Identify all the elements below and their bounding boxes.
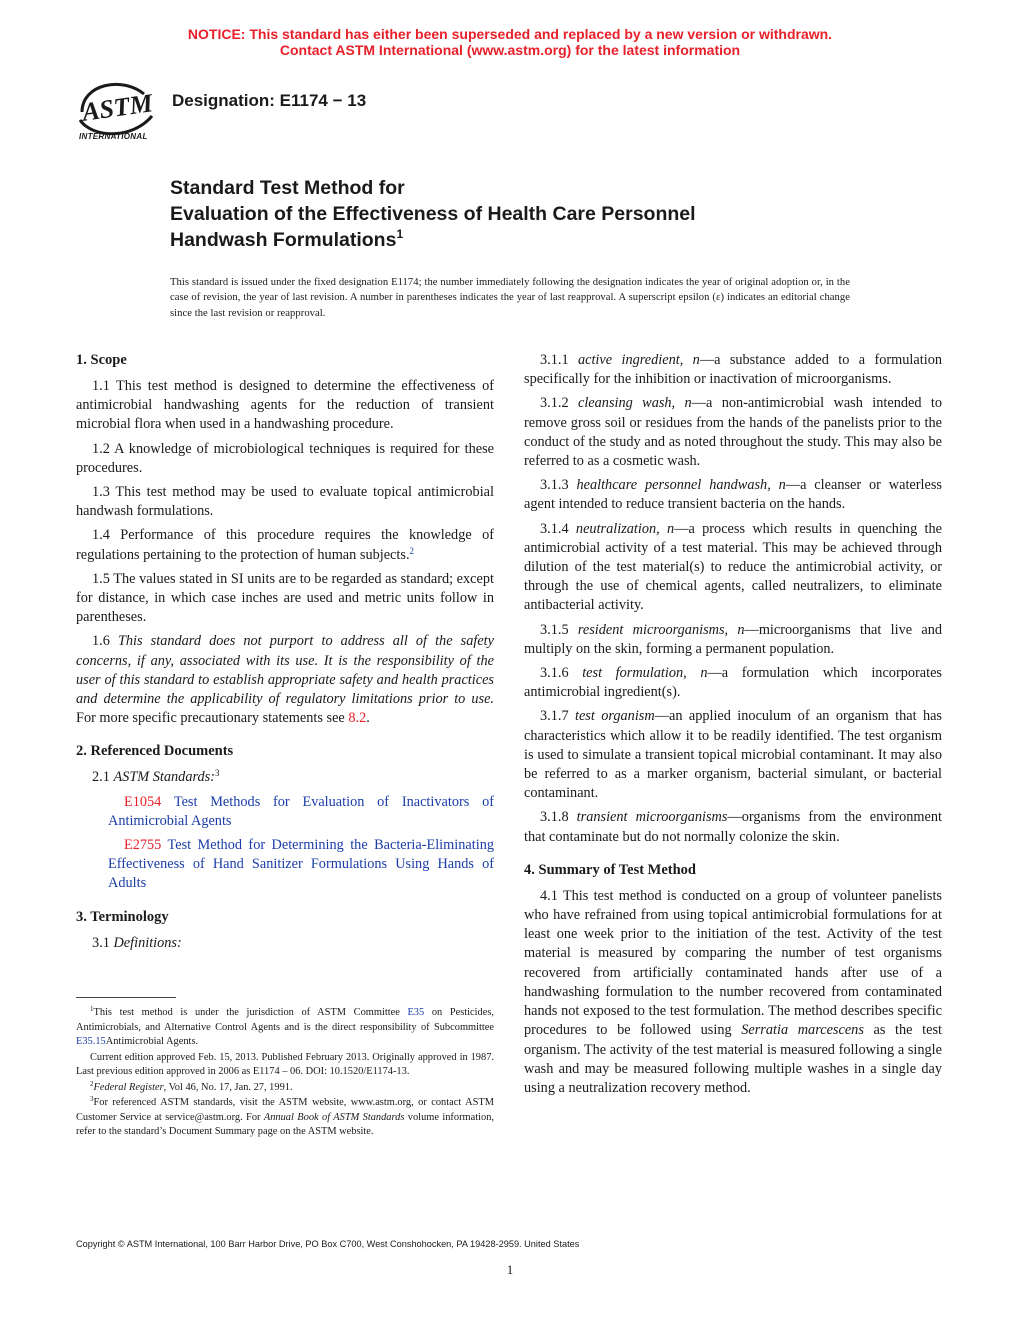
definition-term: test formulation, n xyxy=(582,665,708,682)
footnote-3-ref[interactable]: 3 xyxy=(215,768,220,779)
footnote-3-b: volume information, refer to the standard’s Document Summary page on the ASTM website. xyxy=(76,1111,494,1137)
footnote-1-a: This test method is under the jurisdiction of ASTM Committee xyxy=(93,1007,408,1018)
right-column xyxy=(524,351,942,1103)
copyright-line: Copyright © ASTM International, 100 Barr Harbor Drive, PO Box C700, West Conshohocken, PA 19428-2959. United States xyxy=(76,1239,580,1249)
scope-1-6-rest: For more specific precautionary statements see xyxy=(76,710,349,727)
definition-3-1-2 xyxy=(524,394,942,471)
scope-heading: 1. Scope xyxy=(76,352,127,368)
title-line-3-text: Handwash Formulations xyxy=(170,229,397,251)
definition-term: resident microorganisms, n xyxy=(577,621,745,638)
notice-line-2: Contact ASTM International (www.astm.org) for the latest information xyxy=(279,42,741,58)
definition-3-1-4 xyxy=(524,520,942,616)
reference-e2755 xyxy=(76,836,494,894)
footnote-3-a: For referenced ASTM standards, visit the ASTM website, www.astm.org, or contact ASTM Customer Service at service@astm.org. For xyxy=(76,1097,494,1123)
refdocs-heading: 2. Referenced Documents xyxy=(76,743,234,760)
definition-num: 3.1.2 xyxy=(540,395,578,412)
reference-e2755-code[interactable]: E2755 xyxy=(124,837,162,854)
title-footnote-ref[interactable]: 1 xyxy=(396,227,404,241)
footnote-3-mark: 3 xyxy=(90,1095,94,1103)
scope-1-6 xyxy=(76,632,494,728)
definition-term: cleansing wash, n xyxy=(577,395,692,412)
footnote-3-italic: Annual Book of ASTM Standards xyxy=(263,1111,405,1123)
designation: Designation: E1174 − 13 xyxy=(172,91,367,110)
scope-1-2: 1.2 A knowledge of microbiological techniques is required for these procedures. xyxy=(76,440,494,476)
scope-1-5: 1.5 The values stated in SI units are to be regarded as standard; except for distance, in which case inches are used and metric units follow in parentheses. xyxy=(76,570,494,626)
definition-3-1-3 xyxy=(524,476,942,514)
footnote-1-edition: Current edition approved Feb. 15, 2013. Published February 2013. Originally approved in 1987. Last previous edition approved in 2006 as E1174 – 06. DOI: 10.1520/E1174-13. xyxy=(76,1051,494,1077)
definition-num: 3.1.4 xyxy=(540,520,576,537)
definition-text: —a substance added to a formulation specifically for the inhibition or inactivation of microorganisms. xyxy=(524,352,942,388)
refdocs-2-1-num: 2.1 xyxy=(92,769,114,786)
footnote-2-ref[interactable]: 2 xyxy=(409,545,415,556)
definition-text: —a formulation which incorporates antimicrobial ingredient(s). xyxy=(524,665,942,701)
summary-heading: 4. Summary of Test Method xyxy=(524,861,696,878)
terminology-3-1-italic: Definitions: xyxy=(113,934,182,951)
terminology-heading: 3. Terminology xyxy=(76,908,169,925)
scope-1-6-italic: This standard does not purport to address all of the safety concerns, if any, associated with its use. It is the responsibility of the user of this standard to establish appropriate safety and health practices and determine the applicability of regulatory limitations prior to use. xyxy=(76,633,494,708)
scope-1-4-text: 1.4 Performance of this procedure requires the knowledge of regulations pertaining to the protection of human subjects. xyxy=(76,527,494,563)
section-8-2-link[interactable]: 8.2 xyxy=(348,710,367,727)
definition-3-1-5 xyxy=(524,621,942,659)
scope-1-3: 1.3 This test method may be used to evaluate topical antimicrobial handwash formulations. xyxy=(76,484,494,520)
scope-1-4 xyxy=(76,526,494,564)
page-number: 1 xyxy=(506,1262,514,1277)
summary-4-1-b: as the test organism. The activity of the test material is measured following a single wash and may be measured following multiple washes in a single day using a neutralization recovery method. xyxy=(524,1022,942,1096)
subcommittee-e35-15-link[interactable]: E35.15 xyxy=(76,1036,106,1047)
footnotes xyxy=(76,1006,494,1141)
refdocs-2-1 xyxy=(76,768,494,787)
title-line-3 xyxy=(170,227,930,253)
title-line-2: Evaluation of the Effectiveness of Health Care Personnel xyxy=(170,203,696,225)
left-column xyxy=(76,351,494,958)
definition-3-1-1 xyxy=(524,351,942,389)
definition-text: —a process which results in quenching the antimicrobial activity of a test material. This may be achieved through dilution of the test material(s) to reduce the antimicrobial activity, or through the use of chemical agents, called neutralizers, to eliminate antibacterial activity. xyxy=(524,520,943,614)
summary-4-1 xyxy=(524,887,942,1098)
definition-num: 3.1.6 xyxy=(540,665,583,682)
footnote-1-mark: 1 xyxy=(90,1005,94,1013)
footnote-2-italic: Federal Register xyxy=(93,1081,164,1093)
definition-text: —a non-antimicrobial wash intended to remove gross soil or residues from the hands of the panelists prior to the conduct of the study and as noted throughout the study. This may also be referred to as a cosmetic wash. xyxy=(524,395,943,470)
summary-4-1-organism: Serratia marcescens xyxy=(741,1022,864,1039)
terminology-3-1-num: 3.1 xyxy=(92,934,114,951)
footnote-1-b: on Pesticides, Antimicrobials, and Alternative Control Agents and is the direct responsibility of Subcommittee xyxy=(76,1007,494,1033)
reference-e2755-title[interactable]: Test Method for Determining the Bacteria-Eliminating Effectiveness of Hand Sanitizer Formulations Using Hands of Adults xyxy=(108,837,494,892)
scope-1-1: 1.1 This test method is designed to determine the effectiveness of antimicrobial handwashing agents for the reduction of transient microbial flora when used in a handwashing procedure. xyxy=(76,378,494,433)
definition-3-1-6 xyxy=(524,664,942,702)
definition-term: healthcare personnel handwash, n xyxy=(576,477,786,494)
refdocs-2-1-italic: ASTM Standards: xyxy=(113,769,215,786)
definition-3-1-7 xyxy=(524,707,942,803)
reference-e1054-code[interactable]: E1054 xyxy=(124,793,162,810)
committee-e35-link[interactable]: E35 xyxy=(407,1007,425,1018)
definition-term: neutralization, n xyxy=(575,520,675,537)
supersede-notice xyxy=(0,26,1020,58)
issuance-statement: This standard is issued under the fixed designation E1174; the number immediately following the designation indicates the year of original adoption or, in the case of revision, the year of last revision. A number in parentheses indicates the year of last reapproval. A superscript epsilon (ε) indicates an editorial change since the last revision or reapproval. xyxy=(170,277,850,319)
notice-line-1: NOTICE: This standard has either been superseded and replaced by a new version or withdrawn. xyxy=(187,26,833,42)
definition-text: —organisms from the environment that contaminate but do not normally colonize the skin. xyxy=(524,809,942,845)
footnote-2 xyxy=(76,1081,494,1096)
reference-e1054 xyxy=(76,793,494,831)
definition-text: —microorganisms that live and multiply on the skin, forming a permanent population. xyxy=(524,621,942,657)
definition-text: —an applied inoculum of an organism that has characteristics which allow it to be readily identified. The test organism is used to simulate a transient topical microbial contaminant. It may also be referred to as a marker organism, bacterial simulant, or bacterial contaminant. xyxy=(524,708,942,802)
reference-e1054-title[interactable]: Test Methods for Evaluation of Inactivators of Antimicrobial Agents xyxy=(108,793,494,829)
document-title xyxy=(170,175,930,253)
logo-international-text: INTERNATIONAL xyxy=(79,132,148,141)
definition-num: 3.1.8 xyxy=(540,809,577,826)
footnote-2-text: , Vol 46, No. 17, Jan. 27, 1991. xyxy=(163,1081,293,1093)
summary-4-1-a: 4.1 This test method is conducted on a group of volunteer panelists who have refrained from using topical antimicrobial formulations for at least one week prior to the initiation of the test. Activity of the test material is measured by comparing the number of test organisms recovered from artificially contaminated hands after use of a handwashing formulation to the number recovered from contaminated hands not exposed to the test formulation. The method describes specific procedures to be followed using xyxy=(524,887,942,1039)
scope-1-6-end: . xyxy=(366,710,370,727)
footnote-1-c: Antimicrobial Agents. xyxy=(105,1036,199,1047)
definition-term: test organism xyxy=(574,708,655,725)
scope-1-6-num: 1.6 xyxy=(92,633,118,650)
definition-text: —a cleanser or waterless agent intended to reduce transient bacteria on the hands. xyxy=(524,477,942,513)
definition-num: 3.1.1 xyxy=(540,352,578,368)
definition-num: 3.1.5 xyxy=(540,621,578,638)
definition-term: active ingredient, n xyxy=(577,352,700,368)
footnote-2-mark: 2 xyxy=(90,1079,94,1088)
footnote-1 xyxy=(76,1006,494,1050)
footnote-divider xyxy=(76,997,176,998)
definition-num: 3.1.3 xyxy=(540,477,577,494)
definition-num: 3.1.7 xyxy=(540,708,575,725)
footnote-3 xyxy=(76,1096,494,1140)
definition-term: transient microorganisms xyxy=(576,809,728,826)
logo-mark: ASTM xyxy=(80,88,155,127)
title-line-1: Standard Test Method for xyxy=(170,177,405,199)
terminology-3-1 xyxy=(76,934,494,953)
definition-3-1-8 xyxy=(524,808,942,846)
